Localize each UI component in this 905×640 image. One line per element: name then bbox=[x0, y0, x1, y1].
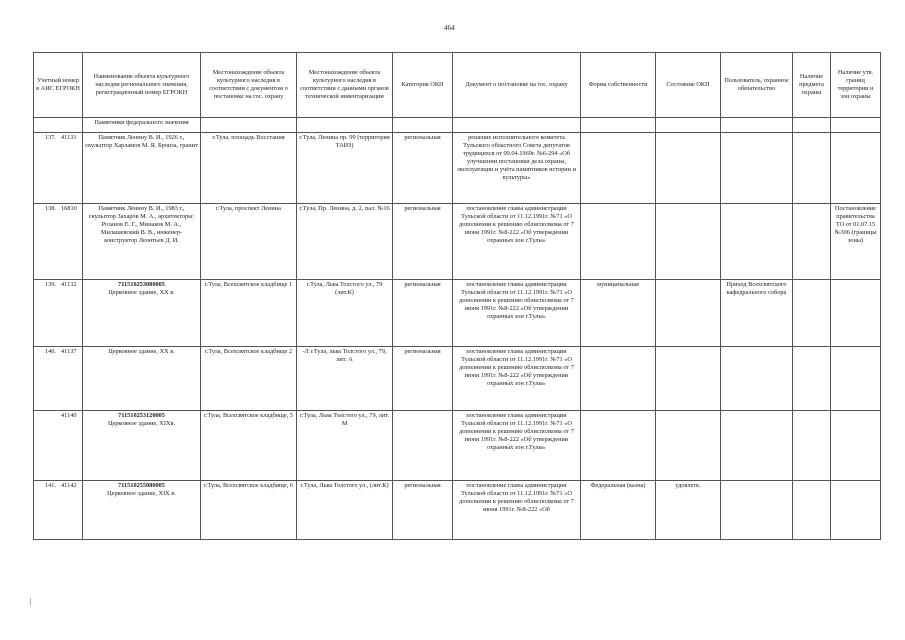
table-row bbox=[34, 204, 881, 280]
header-user: Пользователь, охранное обязательство bbox=[721, 53, 793, 118]
header-object-name: Наименование объекта культурного наследия регионального значения, регистрационный номер ЕГРОКН bbox=[83, 53, 201, 118]
location-technical: г.Тула, Льва Толстого ул., 79 (лит.К) bbox=[297, 280, 393, 347]
object-name: Памятник Ленину В. И., 1983 г., скульптор Захаров М. А., архитекторы: Розанов Е. Г., Минаков М. А., Милашевский В. В., инженер-конструктор Леонтьев Д. И. bbox=[88, 205, 195, 245]
zone-bounds bbox=[831, 280, 881, 347]
object-name: Церковное здание, XIXв. bbox=[107, 420, 176, 428]
header-location-document: Местонахождение объекта культурного наследия в соответствии с документом о постановке на гос. охрану bbox=[201, 53, 297, 118]
condition bbox=[656, 133, 721, 204]
zone-bounds bbox=[831, 347, 881, 411]
protection-document: постановление главы администрации Тульской области от 11.12.1991г. №71 «О дополнении к решению облисполкома от 7 июня 1991г. №8-222 «Об утверждении охранных зон г.Тулы» bbox=[453, 204, 581, 280]
zone-bounds: Постановление правительства ТО от 01.07.15 №306 (границы зоны) bbox=[831, 204, 881, 280]
ownership: Федеральная (казна) bbox=[581, 481, 656, 540]
ownership bbox=[581, 347, 656, 411]
ownership bbox=[581, 133, 656, 204]
row-number: 141. bbox=[44, 482, 56, 489]
location-document: г.Тула, Всехсвятское кладбище, 6 bbox=[201, 481, 297, 540]
header-ownership: Форма собственности bbox=[581, 53, 656, 118]
header-protection-subject: Наличие предмета охраны bbox=[793, 53, 831, 118]
row-number: 140. bbox=[44, 348, 56, 355]
table-cell bbox=[453, 118, 581, 133]
table-cell bbox=[831, 118, 881, 133]
table-cell bbox=[793, 118, 831, 133]
table-cell bbox=[34, 118, 83, 133]
user bbox=[721, 481, 793, 540]
condition: удовлетв. bbox=[656, 481, 721, 540]
object-name: Церковное здание, XX в. bbox=[108, 348, 175, 355]
protection-document: постановление главы администрации Тульской области от 11.12.1991г. №71 «О дополнении к решению облисполкома от 7 июня 1991г. №8-222 «Об утверждении охранных зон г.Тулы» bbox=[453, 347, 581, 411]
ownership: муниципальная bbox=[581, 280, 656, 347]
category bbox=[393, 411, 453, 481]
scan-mark bbox=[30, 598, 31, 606]
table-cell bbox=[297, 118, 393, 133]
registry-code: 41142 bbox=[61, 482, 77, 489]
heritage-registry-table bbox=[33, 52, 881, 540]
protection-document: постановление главы администрации Тульской области от 11.12.1991г. №71 «О дополнении к решению облисполкома от 7 июня 1991г. №8-222 «Об утверждении охранных зон г.Тулы» bbox=[453, 280, 581, 347]
location-technical: г.Тула, Льва Толстого ул., (лит.К) bbox=[297, 481, 393, 540]
group-row bbox=[34, 118, 881, 133]
table-cell bbox=[581, 118, 656, 133]
object-name-cell bbox=[83, 347, 201, 411]
zone-bounds bbox=[831, 133, 881, 204]
table-row bbox=[34, 481, 881, 540]
table-row bbox=[34, 411, 881, 481]
header-zone-bounds: Наличие утв. границ территории и зон охраны bbox=[831, 53, 881, 118]
table-row bbox=[34, 280, 881, 347]
condition bbox=[656, 204, 721, 280]
table-header bbox=[34, 53, 881, 118]
protection-subject bbox=[793, 280, 831, 347]
condition bbox=[656, 280, 721, 347]
category: региональная bbox=[393, 133, 453, 204]
group-label: Памятники федерального значения bbox=[83, 118, 201, 133]
table-row bbox=[34, 133, 881, 204]
page-number: 464 bbox=[444, 24, 455, 32]
location-technical: -Л г.Тула, льва Толстого ул., 79, лит. А bbox=[297, 347, 393, 411]
table-body bbox=[34, 118, 881, 540]
registry-number-cell bbox=[34, 280, 83, 347]
registry-number-cell bbox=[34, 204, 83, 280]
user bbox=[721, 411, 793, 481]
location-document: г.Тула, Всехсвятское кладбище 2 bbox=[201, 347, 297, 411]
protection-subject bbox=[793, 204, 831, 280]
registry-code: 41137 bbox=[61, 348, 77, 355]
location-technical: г.Тула, Пр. Ленина, д. 2, пал. №16 bbox=[297, 204, 393, 280]
user bbox=[721, 347, 793, 411]
location-technical: г.Тула, Льва Толстого ул., 79, лит. М bbox=[297, 411, 393, 481]
registry-number-cell bbox=[34, 133, 83, 204]
object-name-cell bbox=[83, 133, 201, 204]
header-category: Категория ОКН bbox=[393, 53, 453, 118]
ownership bbox=[581, 411, 656, 481]
location-document: г.Тула, проспект Ленина bbox=[201, 204, 297, 280]
header-registry-number: Учетный номер в АИС ЕГРОКН bbox=[34, 53, 83, 118]
condition bbox=[656, 411, 721, 481]
registry-id: 711510253120005 bbox=[118, 412, 165, 419]
object-name-cell bbox=[83, 280, 201, 347]
table-cell bbox=[721, 118, 793, 133]
object-name: Памятник Ленину В. И., 1926 г., скульптор Харламов М. Я. Бронза, гранит bbox=[85, 134, 198, 150]
registry-code: 41131 bbox=[61, 134, 77, 141]
protection-document: решение исполнительного комитета Тульского областного Совета депутатов трудящихся от 09.04.1969г. №6-294 «Об улучшении постановки дела охраны, эксплуатации и учёта памятников истории и культуры» bbox=[453, 133, 581, 204]
header-protection-document: Документ о постановке на гос. охрану bbox=[453, 53, 581, 118]
ownership bbox=[581, 204, 656, 280]
protection-subject bbox=[793, 133, 831, 204]
registry-number-cell bbox=[34, 481, 83, 540]
table-cell bbox=[201, 118, 297, 133]
location-technical: г.Тула, Ленина пр. 99 (территория ТАИЗ) bbox=[297, 133, 393, 204]
object-name: Церковное здание, XIX в. bbox=[107, 490, 176, 498]
header-condition: Состояние ОКН bbox=[656, 53, 721, 118]
category: региональная bbox=[393, 204, 453, 280]
zone-bounds bbox=[831, 481, 881, 540]
object-name-cell bbox=[83, 481, 201, 540]
protection-subject bbox=[793, 481, 831, 540]
location-document: г.Тула, Всехсвятское кладбище, 5 bbox=[201, 411, 297, 481]
row-number: 137. bbox=[44, 134, 56, 141]
protection-document: постановление главы администрации Тульской области от 11.12.1991г. №71 «О дополнении к решению облисполкома от 7 июня 1991г. №8-222 «Об bbox=[453, 481, 581, 540]
registry-id: 711510253080005 bbox=[118, 281, 165, 288]
location-document: г.Тула, Всехсвятское кладбище 1 bbox=[201, 280, 297, 347]
user: Приход Всехсвятского кафедрального собора bbox=[721, 280, 793, 347]
location-document: г.Тула, площадь Восстания bbox=[201, 133, 297, 204]
zone-bounds bbox=[831, 411, 881, 481]
protection-document: постановление главы администрации Тульской области от 11.12.1991г. №71 «О дополнении к решению облисполкома от 7 июня 1991г. №8-222 «Об утверждении охранных зон г.Тулы» bbox=[453, 411, 581, 481]
category: региональная bbox=[393, 347, 453, 411]
user bbox=[721, 133, 793, 204]
row-number: 138. bbox=[44, 205, 56, 212]
category: региональная bbox=[393, 280, 453, 347]
registry-number-cell bbox=[34, 411, 83, 481]
registry-code: 16810 bbox=[61, 205, 77, 212]
registry-id: 711510255080005 bbox=[118, 482, 165, 489]
object-name: Церковное здание, XX в. bbox=[108, 289, 175, 297]
registry-number-cell bbox=[34, 347, 83, 411]
registry-code: 41132 bbox=[61, 281, 77, 288]
condition bbox=[656, 347, 721, 411]
header-location-technical: Местонахождение объекта культурного наследия в соответствии с данными органов технической инвентаризации bbox=[297, 53, 393, 118]
object-name-cell bbox=[83, 204, 201, 280]
table-cell bbox=[656, 118, 721, 133]
protection-subject bbox=[793, 411, 831, 481]
object-name-cell bbox=[83, 411, 201, 481]
protection-subject bbox=[793, 347, 831, 411]
category: региональная bbox=[393, 481, 453, 540]
user bbox=[721, 204, 793, 280]
registry-code: 41140 bbox=[61, 412, 77, 419]
row-number: 139. bbox=[44, 281, 56, 288]
header-row bbox=[34, 53, 881, 118]
table-cell bbox=[393, 118, 453, 133]
table-row bbox=[34, 347, 881, 411]
